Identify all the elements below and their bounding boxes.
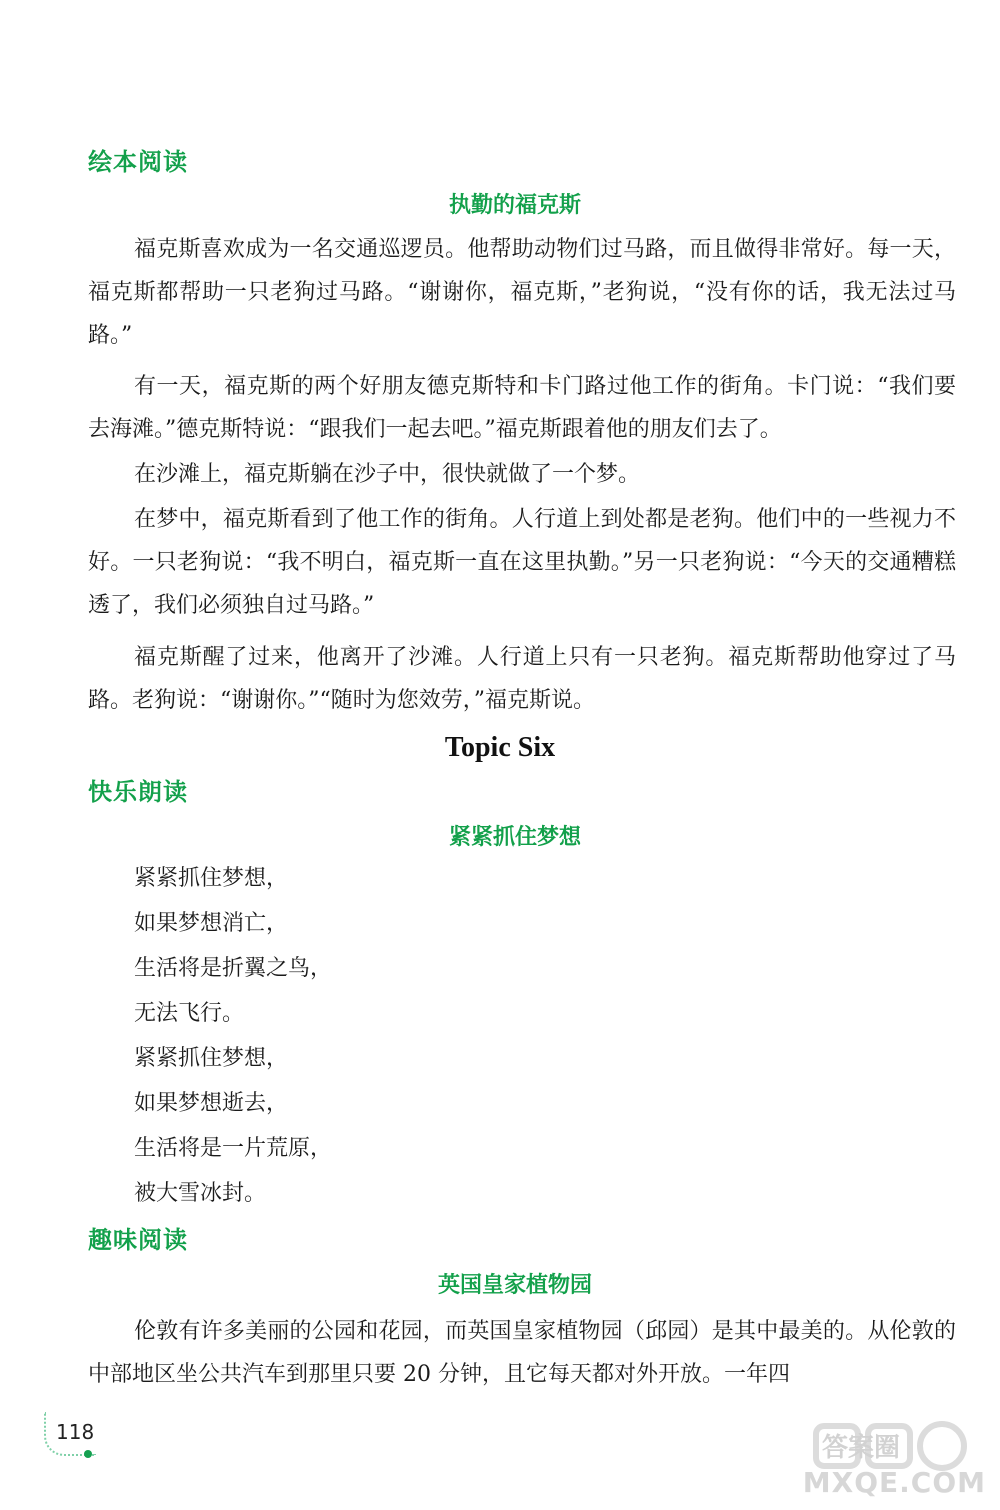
poem-line: 无法飞行。 (134, 1001, 245, 1026)
watermark-text: MXQE.COM (802, 1466, 986, 1499)
poem-line: 被大雪冰封。 (134, 1181, 267, 1206)
watermark-logo-text: 答案圈 (822, 1433, 901, 1463)
section-label-happy-reading-aloud: 快乐朗读 (88, 778, 188, 806)
story-paragraph: 有一天，福克斯的两个好朋友德克斯特和卡门路过他工作的街角。卡门说：“我们要去海滩。”德克斯特说：“跟我们一起去吧。”福克斯跟着他的朋友们去了。 (88, 374, 956, 442)
poem-line: 生活将是折翼之鸟， (134, 956, 333, 981)
story-title-fox-on-duty: 执勤的福克斯 (448, 193, 581, 218)
page-number-dot-icon (84, 1450, 92, 1458)
story-paragraph: 在梦中，福克斯看到了他工作的街角。人行道上到处都是老狗。他们中的一些视力不好。一只老狗说：“我不明白，福克斯一直在这里执勤。”另一只老狗说：“今天的交通糟糕透了，我们必须独自过马路。” (88, 507, 956, 618)
poem-lines (134, 856, 332, 1216)
poem-line: 紧紧抓住梦想， (134, 1046, 289, 1071)
page-number: 118 (56, 1420, 95, 1444)
topic-heading: Topic Six (444, 732, 556, 763)
poem-line: 紧紧抓住梦想， (134, 866, 289, 891)
poem-line: 如果梦想逝去， (134, 1091, 289, 1116)
section-label-picture-book-reading: 绘本阅读 (88, 148, 188, 176)
section-label-fun-reading: 趣味阅读 (88, 1226, 188, 1254)
article-paragraph: 伦敦有许多美丽的公园和花园，而英国皇家植物园（邱园）是其中最美的。从伦敦的中部地区坐公共汽车到那里只要 20 分钟，且它每天都对外开放。一年四 (88, 1319, 956, 1387)
story-paragraph: 福克斯醒了过来，他离开了沙滩。人行道上只有一只老狗。福克斯帮助他穿过了马路。老狗说：“谢谢你。”“随时为您效劳，”福克斯说。 (88, 645, 956, 713)
poem-title: 紧紧抓住梦想 (448, 825, 581, 850)
story-paragraph: 在沙滩上，福克斯躺在沙子中，很快就做了一个梦。 (134, 462, 641, 487)
poem-line: 如果梦想消亡， (134, 911, 289, 936)
poem-line: 生活将是一片荒原， (134, 1136, 333, 1161)
story-paragraph: 福克斯喜欢成为一名交通巡逻员。他帮助动物们过马路，而且做得非常好。每一天，福克斯都帮助一只老狗过马路。“谢谢你，福克斯，”老狗说，“没有你的话，我无法过马路。” (88, 237, 956, 348)
article-title-kew-gardens: 英国皇家植物园 (437, 1273, 592, 1298)
